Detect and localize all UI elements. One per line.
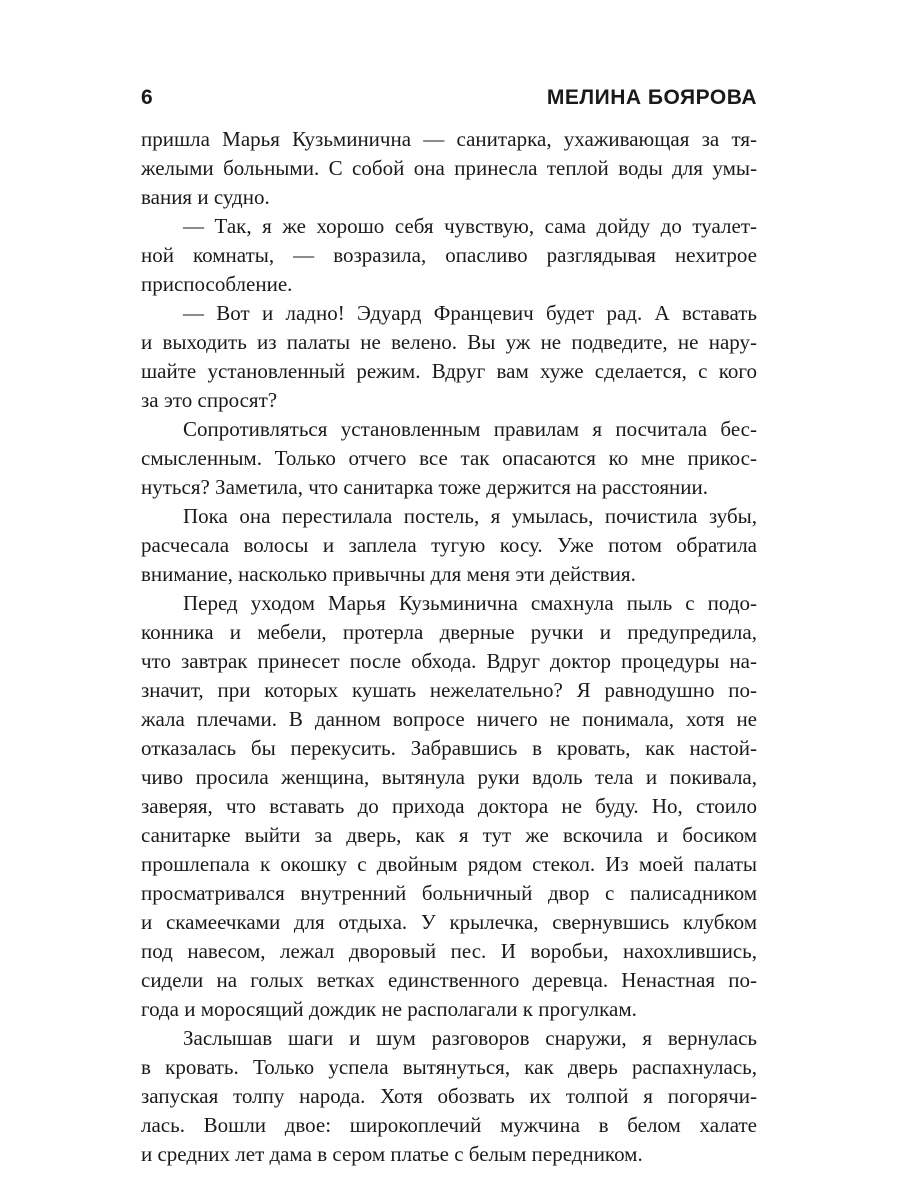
text-line: шайте установленный режим. Вдруг вам хуже сделается, с кого [141, 359, 757, 383]
body-text [141, 125, 757, 1169]
paragraph [141, 1024, 757, 1169]
text-line: и скамеечками для отдыха. У крылечка, свернувшись клубком [141, 910, 757, 934]
text-line: и выходить из палаты не велено. Вы уж не подведите, не нару- [141, 330, 757, 354]
running-head-author: МЕЛИНА БОЯРОВА [546, 86, 757, 109]
text-line: под навесом, лежал дворовый пес. И воробьи, нахохлившись, [141, 939, 757, 963]
text-line: и средних лет дама в сером платье с белым передником. [141, 1142, 643, 1166]
text-line: — Вот и ладно! Эдуард Францевич будет рад. А вставать [183, 301, 757, 325]
text-line: запуская толпу народа. Хотя обозвать их толпой я погорячи- [141, 1084, 757, 1108]
text-line: сидели на голых ветках единственного деревца. Ненастная по- [141, 968, 757, 992]
text-line: Перед уходом Марья Кузьминична смахнула пыль с подо- [183, 591, 757, 615]
paragraph [141, 299, 757, 415]
text-line: вания и судно. [141, 185, 270, 209]
text-line: приспособление. [141, 272, 293, 296]
text-line: отказалась бы перекусить. Забравшись в кровать, как настой- [141, 736, 757, 760]
text-line: за это спросят? [141, 388, 278, 412]
paragraph [141, 502, 757, 589]
paragraph [141, 212, 757, 299]
text-line: жала плечами. В данном вопросе ничего не понимала, хотя не [141, 707, 757, 731]
paragraph [141, 415, 757, 502]
text-line: значит, при которых кушать нежелательно? Я равнодушно по- [141, 678, 757, 702]
text-line: санитарке выйти за дверь, как я тут же вскочила и босиком [141, 823, 757, 847]
text-line: нуться? Заметила, что санитарка тоже держится на расстоянии. [141, 475, 708, 499]
text-line: — Так, я же хорошо себя чувствую, сама дойду до туалет- [183, 214, 757, 238]
page-number: 6 [141, 86, 153, 109]
text-line: Пока она перестилала постель, я умылась, почистила зубы, [183, 504, 757, 528]
text-line: чиво просила женщина, вытянула руки вдоль тела и покивала, [141, 765, 757, 789]
text-line: просматривался внутренний больничный двор с палисадником [141, 881, 757, 905]
text-line: расчесала волосы и заплела тугую косу. Уже потом обратила [141, 533, 757, 557]
text-line: желыми больными. С собой она принесла теплой воды для умы- [141, 156, 757, 180]
text-line: Заслышав шаги и шум разговоров снаружи, я вернулась [183, 1026, 757, 1050]
text-line: конника и мебели, протерла дверные ручки и предупредила, [141, 620, 757, 644]
text-line: лась. Вошли двое: широкоплечий мужчина в белом халате [141, 1113, 757, 1137]
text-line: смысленным. Только отчего все так опасаются ко мне прикос- [141, 446, 757, 470]
text-line: года и моросящий дождик не располагали к прогулкам. [141, 997, 637, 1021]
page-header [141, 80, 757, 116]
text-line: в кровать. Только успела вытянуться, как дверь распахнулась, [141, 1055, 757, 1079]
text-line: прошлепала к окошку с двойным рядом стекол. Из моей палаты [141, 852, 757, 876]
paragraph [141, 589, 757, 1024]
text-line: ной комнаты, — возразила, опасливо разглядывая нехитрое [141, 243, 757, 267]
text-line: заверяя, что вставать до прихода доктора не буду. Но, стоило [141, 794, 757, 818]
text-line: внимание, насколько привычны для меня эти действия. [141, 562, 636, 586]
text-line: что завтрак принесет после обхода. Вдруг доктор процедуры на- [141, 649, 757, 673]
paragraph [141, 125, 757, 212]
text-line: Сопротивляться установленным правилам я посчитала бес- [183, 417, 757, 441]
text-line: пришла Марья Кузьминична — санитарка, ухаживающая за тя- [141, 127, 757, 151]
